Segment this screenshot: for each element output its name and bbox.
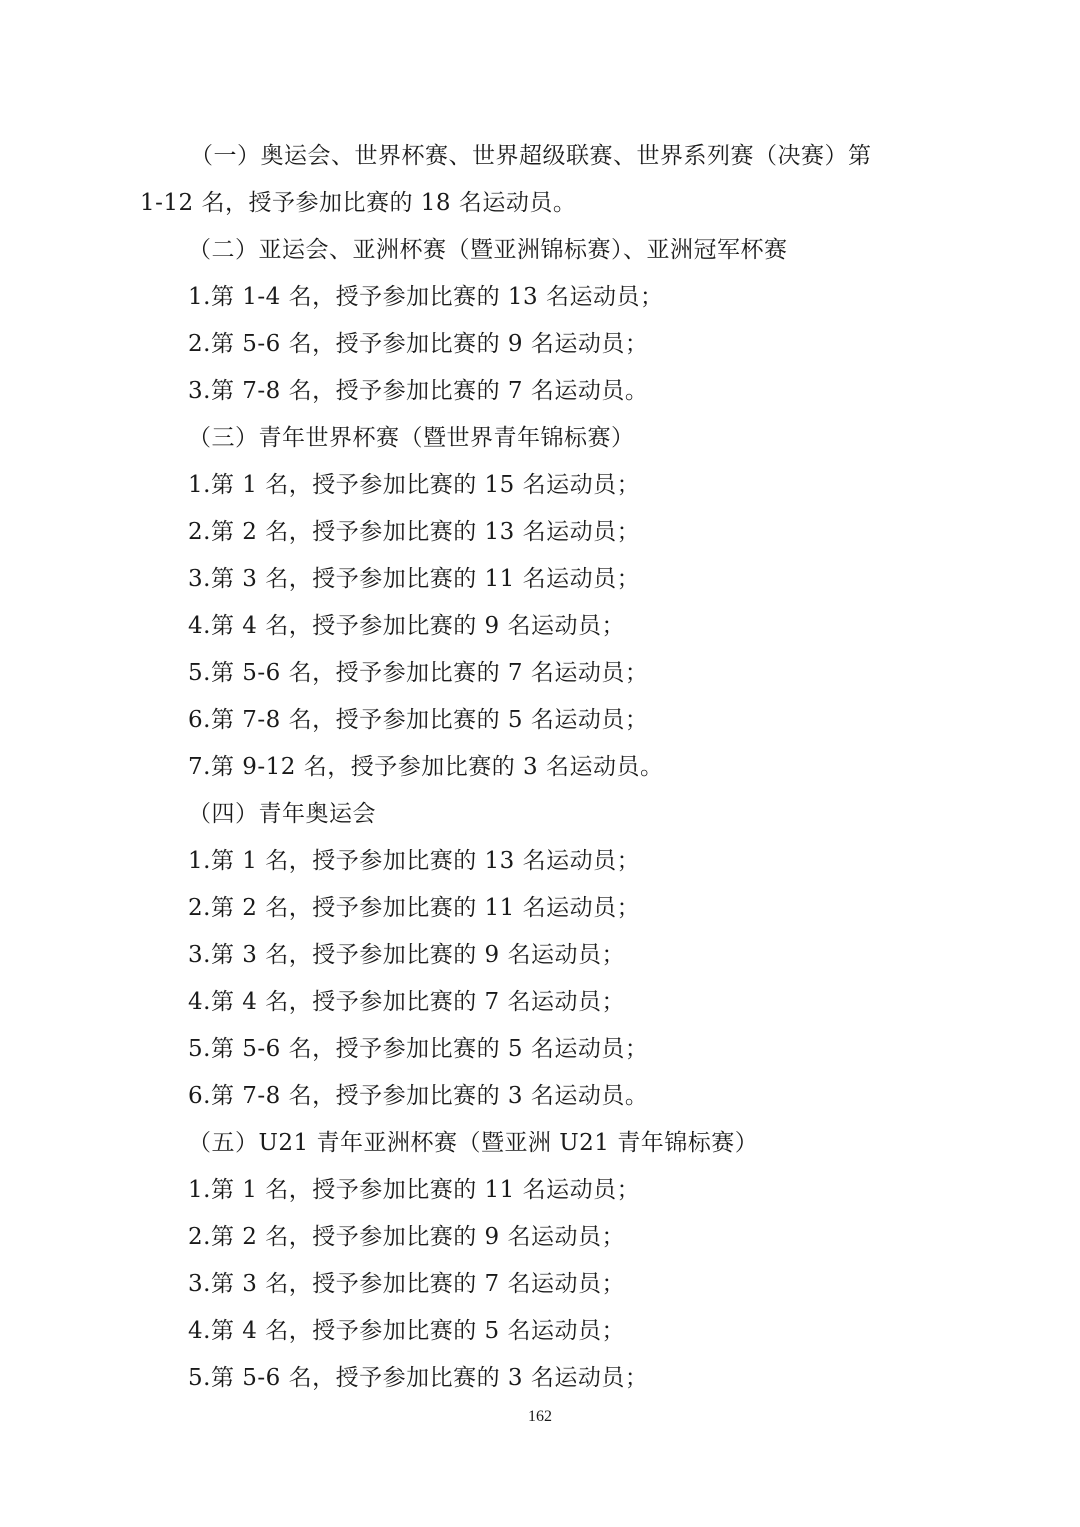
list-item: 3.第 3 名，授予参加比赛的 7 名运动员； [188, 1271, 625, 1297]
list-item: 5.第 5-6 名，授予参加比赛的 7 名运动员； [188, 660, 649, 686]
list-item: 4.第 4 名，授予参加比赛的 5 名运动员； [188, 1318, 625, 1344]
list-item: 5.第 5-6 名，授予参加比赛的 5 名运动员； [188, 1036, 649, 1062]
paragraph-1-line-1: （一）奥运会、世界杯赛、世界超级联赛、世界系列赛（决赛）第 [190, 143, 872, 169]
section-heading-2: （二）亚运会、亚洲杯赛（暨亚洲锦标赛）、亚洲冠军杯赛 [188, 237, 788, 263]
list-item: 6.第 7-8 名，授予参加比赛的 3 名运动员。 [188, 1083, 649, 1109]
section-heading-5: （五）U21 青年亚洲杯赛（暨亚洲 U21 青年锦标赛） [188, 1130, 759, 1156]
list-item: 2.第 2 名，授予参加比赛的 11 名运动员； [188, 895, 641, 921]
list-item: 4.第 4 名，授予参加比赛的 7 名运动员； [188, 989, 625, 1015]
list-item: 6.第 7-8 名，授予参加比赛的 5 名运动员； [188, 707, 649, 733]
paragraph-1-line-2: 1-12 名，授予参加比赛的 18 名运动员。 [140, 190, 577, 216]
list-item: 2.第 2 名，授予参加比赛的 13 名运动员； [188, 519, 641, 545]
list-item: 1.第 1 名，授予参加比赛的 15 名运动员； [188, 472, 641, 498]
list-item: 1.第 1-4 名，授予参加比赛的 13 名运动员； [188, 284, 664, 310]
list-item: 7.第 9-12 名，授予参加比赛的 3 名运动员。 [188, 754, 664, 780]
section-heading-3: （三）青年世界杯赛（暨世界青年锦标赛） [188, 425, 635, 451]
list-item: 5.第 5-6 名，授予参加比赛的 3 名运动员； [188, 1365, 649, 1391]
list-item: 2.第 5-6 名，授予参加比赛的 9 名运动员； [188, 331, 649, 357]
list-item: 3.第 7-8 名，授予参加比赛的 7 名运动员。 [188, 378, 649, 404]
list-item: 2.第 2 名，授予参加比赛的 9 名运动员； [188, 1224, 625, 1250]
list-item: 1.第 1 名，授予参加比赛的 11 名运动员； [188, 1177, 641, 1203]
page-number: 162 [528, 1408, 552, 1425]
section-heading-4: （四）青年奥运会 [188, 801, 376, 827]
list-item: 3.第 3 名，授予参加比赛的 9 名运动员； [188, 942, 625, 968]
list-item: 3.第 3 名，授予参加比赛的 11 名运动员； [188, 566, 641, 592]
list-item: 4.第 4 名，授予参加比赛的 9 名运动员； [188, 613, 625, 639]
list-item: 1.第 1 名，授予参加比赛的 13 名运动员； [188, 848, 641, 874]
